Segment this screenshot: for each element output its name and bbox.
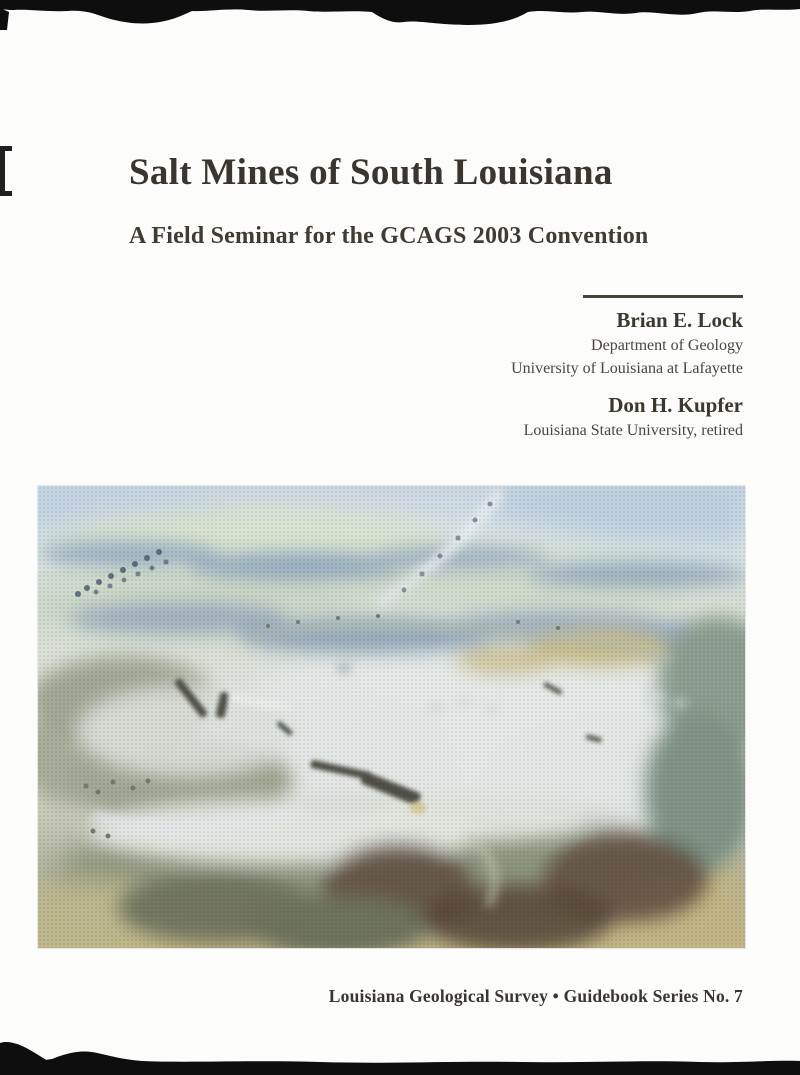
photo-grain-texture	[38, 571, 745, 948]
scan-top-bar	[0, 0, 800, 25]
photo-illustration	[38, 486, 745, 948]
scan-bottom-corner-blob	[0, 1042, 58, 1075]
scan-artifact-bottom-edge	[0, 1035, 800, 1075]
scan-left-bracket	[0, 146, 12, 196]
footer-imprint: Louisiana Geological Survey • Guidebook Series No. 7	[328, 986, 743, 1006]
scan-bottom-dot	[86, 1055, 91, 1060]
scan-top-left-sliver	[0, 8, 9, 30]
author-affiliation-line: Department of Geology	[591, 337, 743, 355]
author-block	[511, 295, 743, 442]
author-name-secondary: Don H. Kupfer	[608, 392, 743, 417]
cover-title: Salt Mines of South Louisiana	[129, 152, 613, 193]
author-name-primary: Brian E. Lock	[616, 308, 743, 332]
scan-artifact-left-mark	[0, 146, 14, 198]
cover-subtitle: A Field Seminar for the GCAGS 2003 Convention	[129, 223, 649, 249]
cover-photograph-aerial-salt-mine-collapse	[38, 486, 745, 948]
author-rule	[583, 295, 743, 298]
scan-bottom-bar	[0, 1051, 800, 1075]
author-affiliation-line: Louisiana State University, retired	[523, 421, 743, 439]
author-affiliation-line: University of Louisiana at Lafayette	[511, 360, 743, 378]
scan-artifact-top-edge	[0, 0, 800, 30]
